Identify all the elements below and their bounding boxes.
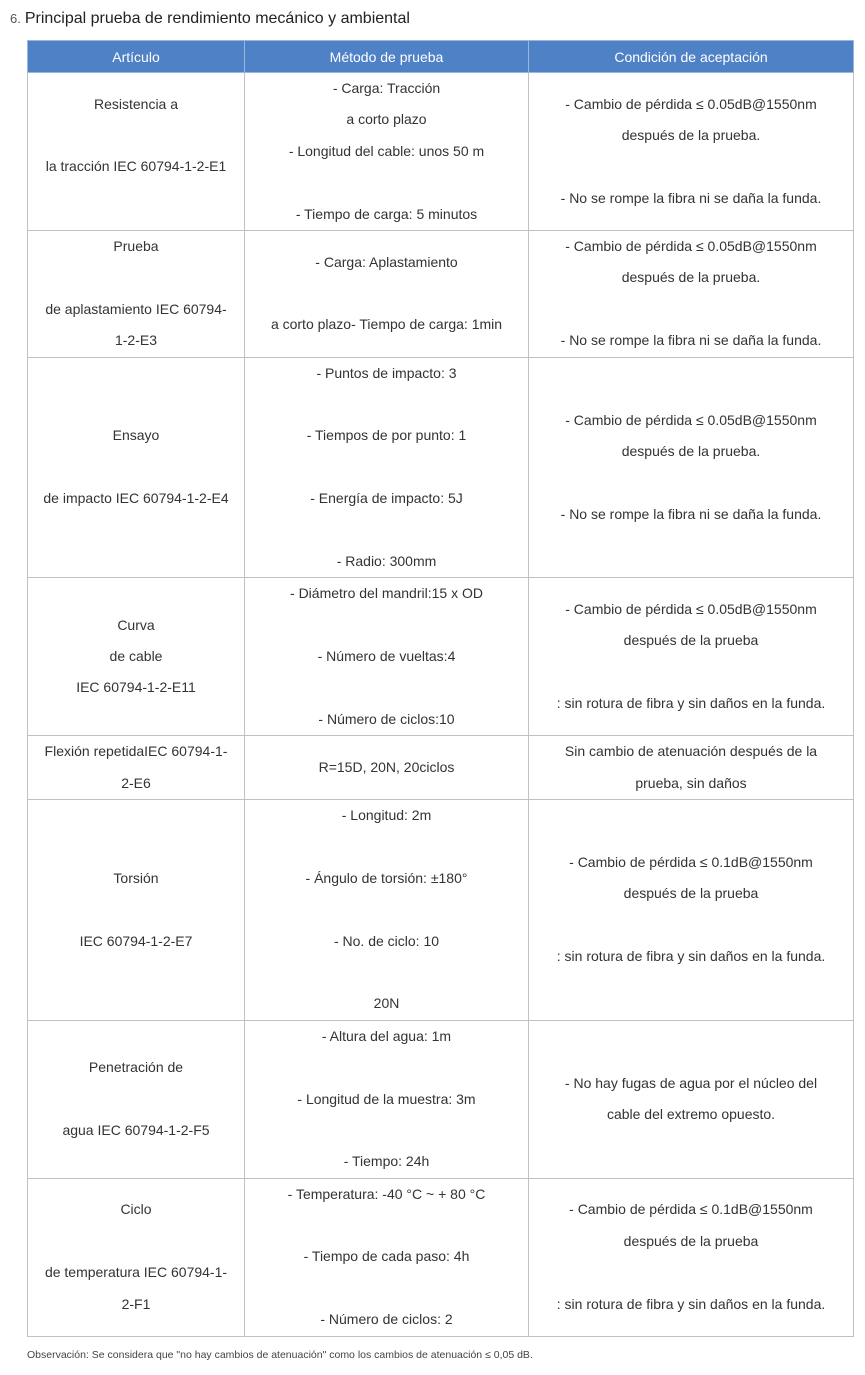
cell-line: de cable xyxy=(109,648,163,665)
cell-line: - Cambio de pérdida ≤ 0.05dB@1550nm xyxy=(565,411,817,428)
footnote: Observación: Se considera que "no hay cambios de atenuación" como los cambios de atenuación ≤ 0,05 dB. xyxy=(27,1349,533,1361)
item-cell xyxy=(28,73,245,231)
cell-line: Sin cambio de atenuación después de la xyxy=(564,743,818,760)
section-number: 6. xyxy=(10,11,21,26)
method-cell xyxy=(245,1020,529,1178)
cell-line: a corto plazo xyxy=(346,111,427,128)
header-item: Artículo xyxy=(28,41,245,73)
cell-line: - Tiempos de por punto: 1 xyxy=(306,427,467,444)
cell-line: - Número de vueltas:4 xyxy=(317,648,456,665)
test-table xyxy=(27,40,854,1337)
item-cell xyxy=(28,1178,245,1336)
cell-line: R=15D, 20N, 20ciclos xyxy=(318,758,455,775)
cell-line: - Longitud de la muestra: 3m xyxy=(297,1090,476,1107)
cell-line: - Temperatura: -40 °C ~ + 80 °C xyxy=(287,1185,486,1202)
method-cell xyxy=(245,1178,529,1336)
cell-line: cable del extremo opuesto. xyxy=(606,1106,776,1123)
cell-line: - Número de ciclos:10 xyxy=(318,710,455,727)
header-condition: Condición de aceptación xyxy=(529,41,854,73)
table-row xyxy=(28,1178,854,1336)
condition-cell xyxy=(529,357,854,578)
method-cell xyxy=(245,230,529,357)
section-heading xyxy=(10,8,410,30)
cell-line xyxy=(535,294,847,325)
cell-line xyxy=(251,514,522,545)
method-cell xyxy=(245,799,529,1020)
item-cell xyxy=(28,799,245,1020)
item-cell xyxy=(28,1020,245,1178)
method-cell xyxy=(245,357,529,578)
cell-line: - Cambio de pérdida ≤ 0.1dB@1550nm xyxy=(569,854,813,871)
cell-line xyxy=(251,167,522,198)
cell-line xyxy=(34,1226,238,1257)
table-row xyxy=(28,73,854,231)
cell-line: Flexión repetidaIEC 60794-1- xyxy=(44,743,228,760)
table-row xyxy=(28,799,854,1020)
cell-line: IEC 60794-1-2-E11 xyxy=(76,679,196,696)
header-method: Método de prueba xyxy=(245,41,529,73)
cell-line: después de la prueba xyxy=(623,1232,759,1249)
cell-line: - Altura del agua: 1m xyxy=(321,1027,452,1044)
cell-line: - Energía de impacto: 5J xyxy=(310,490,463,507)
cell-line: - Cambio de pérdida ≤ 0.05dB@1550nm xyxy=(565,237,817,254)
cell-line: - Tiempo: 24h xyxy=(343,1153,430,1170)
table-row xyxy=(28,578,854,736)
cell-line: IEC 60794-1-2-E7 xyxy=(79,932,193,949)
condition-cell xyxy=(529,799,854,1020)
cell-line: - Diámetro del mandril:15 x OD xyxy=(290,585,483,602)
item-cell xyxy=(28,578,245,736)
cell-line xyxy=(251,894,522,925)
condition-cell xyxy=(529,578,854,736)
cell-line: - No se rompe la fibra ni se daña la funda. xyxy=(560,505,822,522)
cell-line: Ensayo xyxy=(112,427,160,444)
cell-line xyxy=(251,831,522,862)
cell-line xyxy=(251,278,522,309)
cell-line: de temperatura IEC 60794-1- xyxy=(44,1264,228,1281)
cell-line xyxy=(535,467,847,498)
table-row xyxy=(28,736,854,800)
cell-line: - Puntos de impacto: 3 xyxy=(316,364,457,381)
cell-line: Resistencia a xyxy=(93,95,179,112)
cell-line: - No se rompe la fibra ni se daña la funda. xyxy=(560,332,822,349)
cell-line: - Tiempo de carga: 5 minutos xyxy=(295,205,478,222)
cell-line: de aplastamiento IEC 60794- xyxy=(45,300,227,317)
table-row xyxy=(28,357,854,578)
item-cell xyxy=(28,736,245,800)
cell-line: - No se rompe la fibra ni se daña la funda. xyxy=(560,189,822,206)
cell-line xyxy=(535,1257,847,1288)
cell-line: 1-2-E3 xyxy=(114,332,158,349)
cell-line xyxy=(251,1273,522,1304)
cell-line: - Ángulo de torsión: ±180° xyxy=(305,869,468,886)
method-cell xyxy=(245,73,529,231)
cell-line xyxy=(251,1115,522,1146)
cell-line: - Tiempo de cada paso: 4h xyxy=(303,1248,470,1265)
cell-line: - Cambio de pérdida ≤ 0.05dB@1550nm xyxy=(565,600,817,617)
cell-line: Torsión xyxy=(113,869,159,886)
cell-line: de impacto IEC 60794-1-2-E4 xyxy=(43,490,229,507)
condition-cell xyxy=(529,1178,854,1336)
cell-line xyxy=(251,610,522,641)
method-cell xyxy=(245,578,529,736)
cell-line: la tracción IEC 60794-1-2-E1 xyxy=(45,158,227,175)
cell-line xyxy=(34,894,238,925)
cell-line xyxy=(251,1210,522,1241)
cell-line: - Radio: 300mm xyxy=(336,552,437,569)
cell-line xyxy=(535,657,847,688)
cell-line: Curva xyxy=(117,616,155,633)
item-cell xyxy=(28,357,245,578)
cell-line: Prueba xyxy=(113,237,159,254)
cell-line: - Carga: Tracción xyxy=(332,80,441,96)
cell-line: después de la prueba. xyxy=(621,442,761,459)
table-header-row xyxy=(28,41,854,73)
cell-line xyxy=(34,1084,238,1115)
cell-line: prueba, sin daños xyxy=(635,774,747,791)
condition-cell xyxy=(529,1020,854,1178)
cell-line xyxy=(34,262,238,293)
cell-line: - No hay fugas de agua por el núcleo del xyxy=(564,1074,818,1091)
section-title: Principal prueba de rendimiento mecánico y ambiental xyxy=(24,10,410,27)
cell-line: : sin rotura de fibra y sin daños en la funda. xyxy=(556,1295,826,1312)
cell-line xyxy=(34,452,238,483)
table-row xyxy=(28,230,854,357)
cell-line: : sin rotura de fibra y sin daños en la funda. xyxy=(556,695,826,712)
cell-line: después de la prueba. xyxy=(621,269,761,286)
cell-line: después de la prueba xyxy=(623,885,759,902)
cell-line: - Longitud del cable: unos 50 m xyxy=(288,142,485,159)
cell-line: : sin rotura de fibra y sin daños en la funda. xyxy=(556,948,826,965)
cell-line: - Longitud: 2m xyxy=(341,806,432,823)
cell-line: - Carga: Aplastamiento xyxy=(315,253,458,270)
cell-line: agua IEC 60794-1-2-F5 xyxy=(62,1121,210,1138)
cell-line: 20N xyxy=(373,995,400,1012)
cell-line xyxy=(535,910,847,941)
condition-cell xyxy=(529,736,854,800)
cell-line: después de la prueba. xyxy=(621,127,761,144)
cell-line: - Cambio de pérdida ≤ 0.1dB@1550nm xyxy=(569,1201,813,1218)
cell-line: 2-F1 xyxy=(121,1295,151,1312)
cell-line: Penetración de xyxy=(88,1059,184,1076)
cell-line: a corto plazo- Tiempo de carga: 1min xyxy=(270,316,503,333)
cell-line: - No. de ciclo: 10 xyxy=(333,932,440,949)
cell-line xyxy=(251,452,522,483)
method-cell xyxy=(245,736,529,800)
item-cell xyxy=(28,230,245,357)
cell-line xyxy=(251,1052,522,1083)
cell-line xyxy=(34,183,238,214)
cell-line xyxy=(251,957,522,988)
condition-cell xyxy=(529,230,854,357)
cell-line xyxy=(34,120,238,151)
cell-line: 2-E6 xyxy=(121,774,151,791)
table-body xyxy=(28,73,854,1337)
condition-cell xyxy=(529,73,854,231)
cell-line: - Cambio de pérdida ≤ 0.05dB@1550nm xyxy=(565,95,817,112)
cell-line: Ciclo xyxy=(120,1201,152,1218)
cell-line xyxy=(251,672,522,703)
cell-line: después de la prueba xyxy=(623,632,759,649)
table-row xyxy=(28,1020,854,1178)
cell-line xyxy=(535,151,847,182)
cell-line: - Número de ciclos: 2 xyxy=(320,1311,453,1328)
cell-line xyxy=(251,389,522,420)
